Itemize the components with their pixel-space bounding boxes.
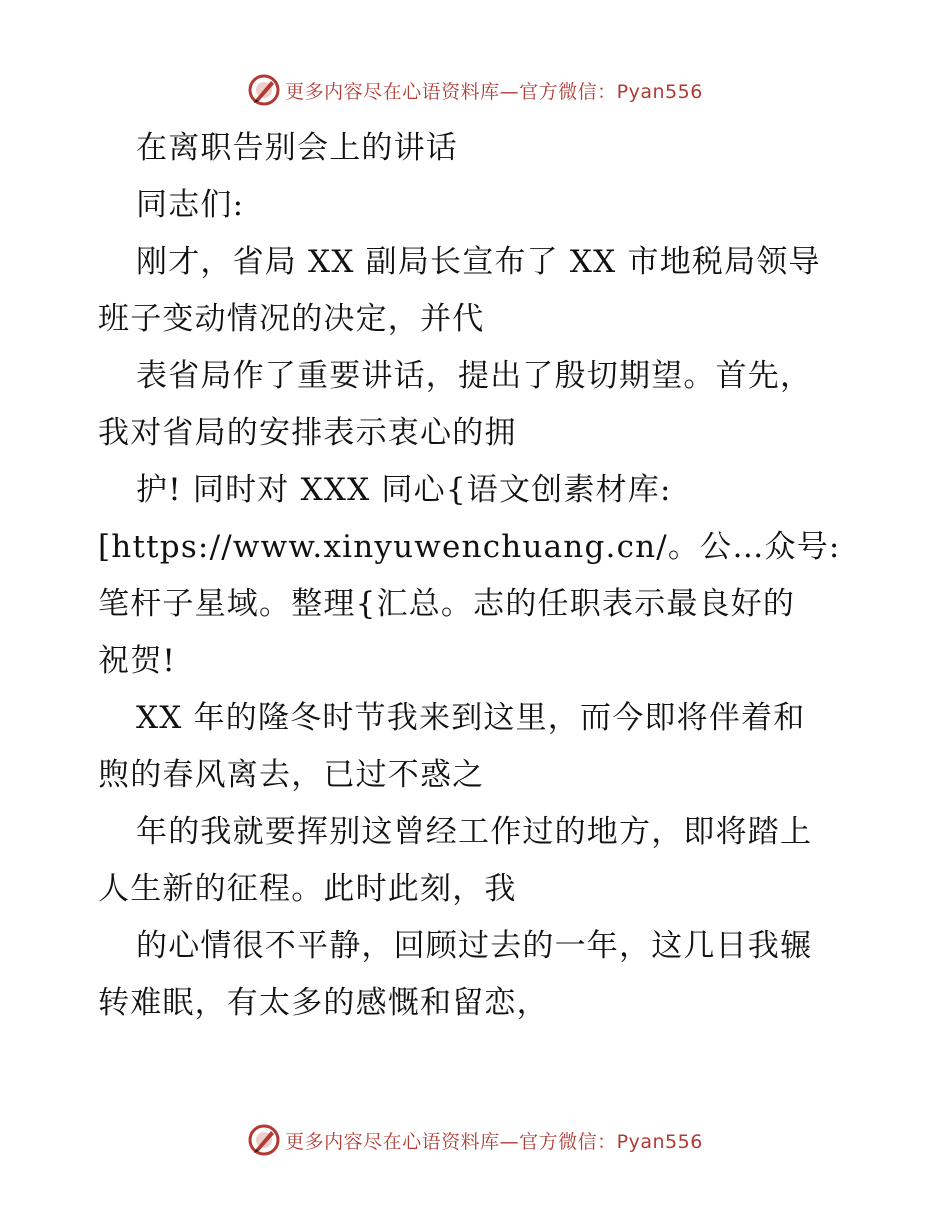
- text-line: 人生新的征程。此时此刻，我: [98, 871, 517, 907]
- text-line: [https://www.xinyuwenchuang.cn/。公…众号:: [98, 529, 841, 565]
- text-line: 转难眠，有太多的感慨和留恋，: [98, 985, 549, 1021]
- text-line: 护! 同时对 XXX 同心{语文创素材库:: [136, 472, 672, 508]
- pen-logo-icon: [247, 1123, 281, 1157]
- text-line: 笔杆子星域。整理{汇总。志的任职表示最良好的: [98, 586, 796, 622]
- text-line: XX 年的隆冬时节我来到这里，而今即将伴着和: [136, 700, 806, 736]
- text-line: 年的我就要挥别这曾经工作过的地方，即将踏上: [136, 814, 813, 850]
- salutation: 同志们:: [136, 187, 245, 223]
- text-line: 班子变动情况的决定，并代: [98, 301, 485, 337]
- document-title: 在离职告别会上的讲话: [136, 130, 458, 166]
- text-line: 表省局作了重要讲话，提出了殷切期望。首先，: [136, 358, 813, 394]
- text-line: 祝贺!: [98, 643, 177, 679]
- banner-text: 更多内容尽在心语资料库—官方微信：Pyan556: [285, 1130, 703, 1153]
- text-line: 刚才，省局 XX 副局长宣布了 XX 市地税局领导: [136, 244, 821, 280]
- document-body: [98, 120, 868, 1032]
- text-line: 的心情很不平静，回顾过去的一年，这几日我辗: [136, 928, 813, 964]
- text-line: 煦的春风离去，已过不惑之: [98, 757, 485, 793]
- pen-logo-icon: [247, 73, 281, 107]
- banner-text: 更多内容尽在心语资料库—官方微信：Pyan556: [285, 80, 703, 103]
- header-banner: [0, 70, 950, 110]
- text-line: 我对省局的安排表示衷心的拥: [98, 415, 517, 451]
- footer-banner: [0, 1120, 950, 1160]
